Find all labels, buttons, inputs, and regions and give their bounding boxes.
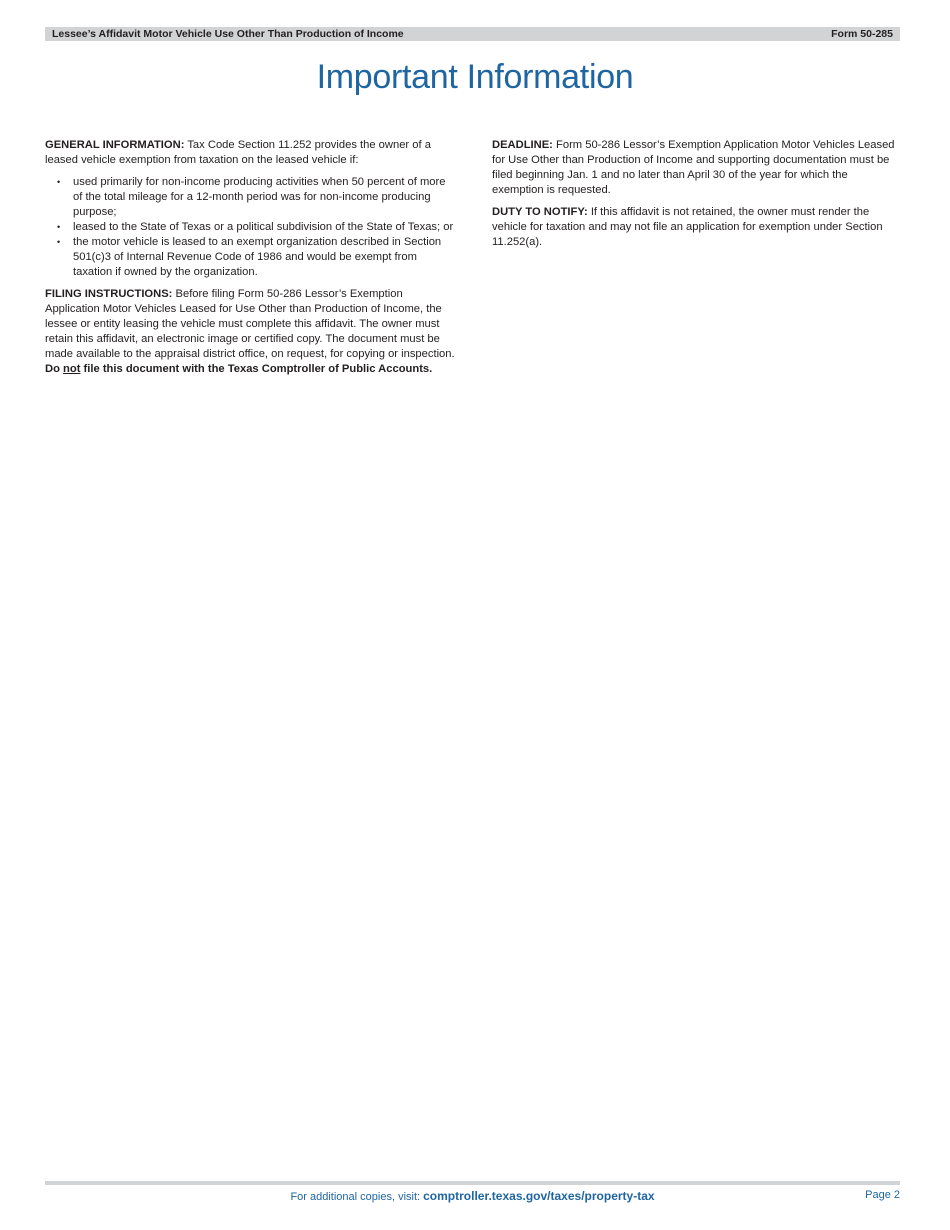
filing-instructions-text: Before filing Form 50-286 Lessor’s Exemption Application Motor Vehicles Leased for Use Other than Production of Income, the lessee or entity leasing the vehicle must complete this affidavit. The owner must retain this affidavit, an electronic image or certified copy. The document must be made available to the appraisal district office, on request, for copying or inspection. bbox=[45, 288, 455, 360]
page-footer bbox=[45, 1189, 900, 1205]
page-title: Important Information bbox=[316, 58, 634, 96]
form-title: Lessee’s Affidavit Motor Vehicle Use Other Than Production of Income bbox=[52, 28, 404, 40]
form-header-bar bbox=[45, 27, 900, 41]
duty-to-notify-text: If this affidavit is not retained, the owner must render the vehicle for taxation and may not file an application for exemption under Section 11.252(a). bbox=[492, 206, 883, 248]
filing-instructions-section bbox=[45, 287, 455, 377]
duty-to-notify-label: DUTY TO NOTIFY: bbox=[492, 206, 588, 218]
general-information-label: GENERAL INFORMATION: bbox=[45, 139, 185, 151]
exemption-conditions-list bbox=[45, 175, 455, 280]
list-item: • used primarily for non-income producing activities when 50 percent of more of the total mileage for a 12-month period was for non-income producing purpose; bbox=[45, 175, 455, 220]
list-item: • the motor vehicle is leased to an exempt organization described in Section 501(c)3 of Internal Revenue Code of 1986 and would be exempt from taxation if owned by the organization. bbox=[45, 235, 455, 280]
deadline-label: DEADLINE: bbox=[492, 139, 553, 151]
right-column bbox=[492, 138, 902, 257]
filing-instructions-label: FILING INSTRUCTIONS: bbox=[45, 288, 173, 300]
not-emphasis: not bbox=[63, 363, 81, 375]
copies-text: For additional copies, visit: bbox=[290, 1191, 424, 1203]
footer-copies bbox=[45, 1189, 900, 1203]
list-item: • leased to the State of Texas or a political subdivision of the State of Texas; or bbox=[45, 220, 455, 235]
comptroller-link[interactable]: comptroller.texas.gov/taxes/property-tax bbox=[423, 1189, 655, 1203]
left-column bbox=[45, 138, 455, 384]
form-number: Form 50-285 bbox=[831, 28, 893, 40]
footer-divider bbox=[45, 1181, 900, 1185]
do-not-file-text: file this document with the Texas Comptroller of Public Accounts. bbox=[80, 363, 433, 375]
general-information-text: Tax Code Section 11.252 provides the owner of a leased vehicle exemption from taxation on the leased vehicle if: bbox=[45, 139, 431, 166]
deadline-text: Form 50-286 Lessor’s Exemption Application Motor Vehicles Leased for Use Other than Production of Income and supporting documentation must be filed beginning Jan. 1 and no later than April 30 of the year for which the exemption is requested. bbox=[492, 139, 895, 196]
duty-to-notify-section bbox=[492, 205, 902, 250]
page-number: Page 2 bbox=[865, 1189, 900, 1201]
deadline-section bbox=[492, 138, 902, 198]
general-information-section bbox=[45, 138, 455, 168]
do-text: Do bbox=[45, 363, 64, 375]
